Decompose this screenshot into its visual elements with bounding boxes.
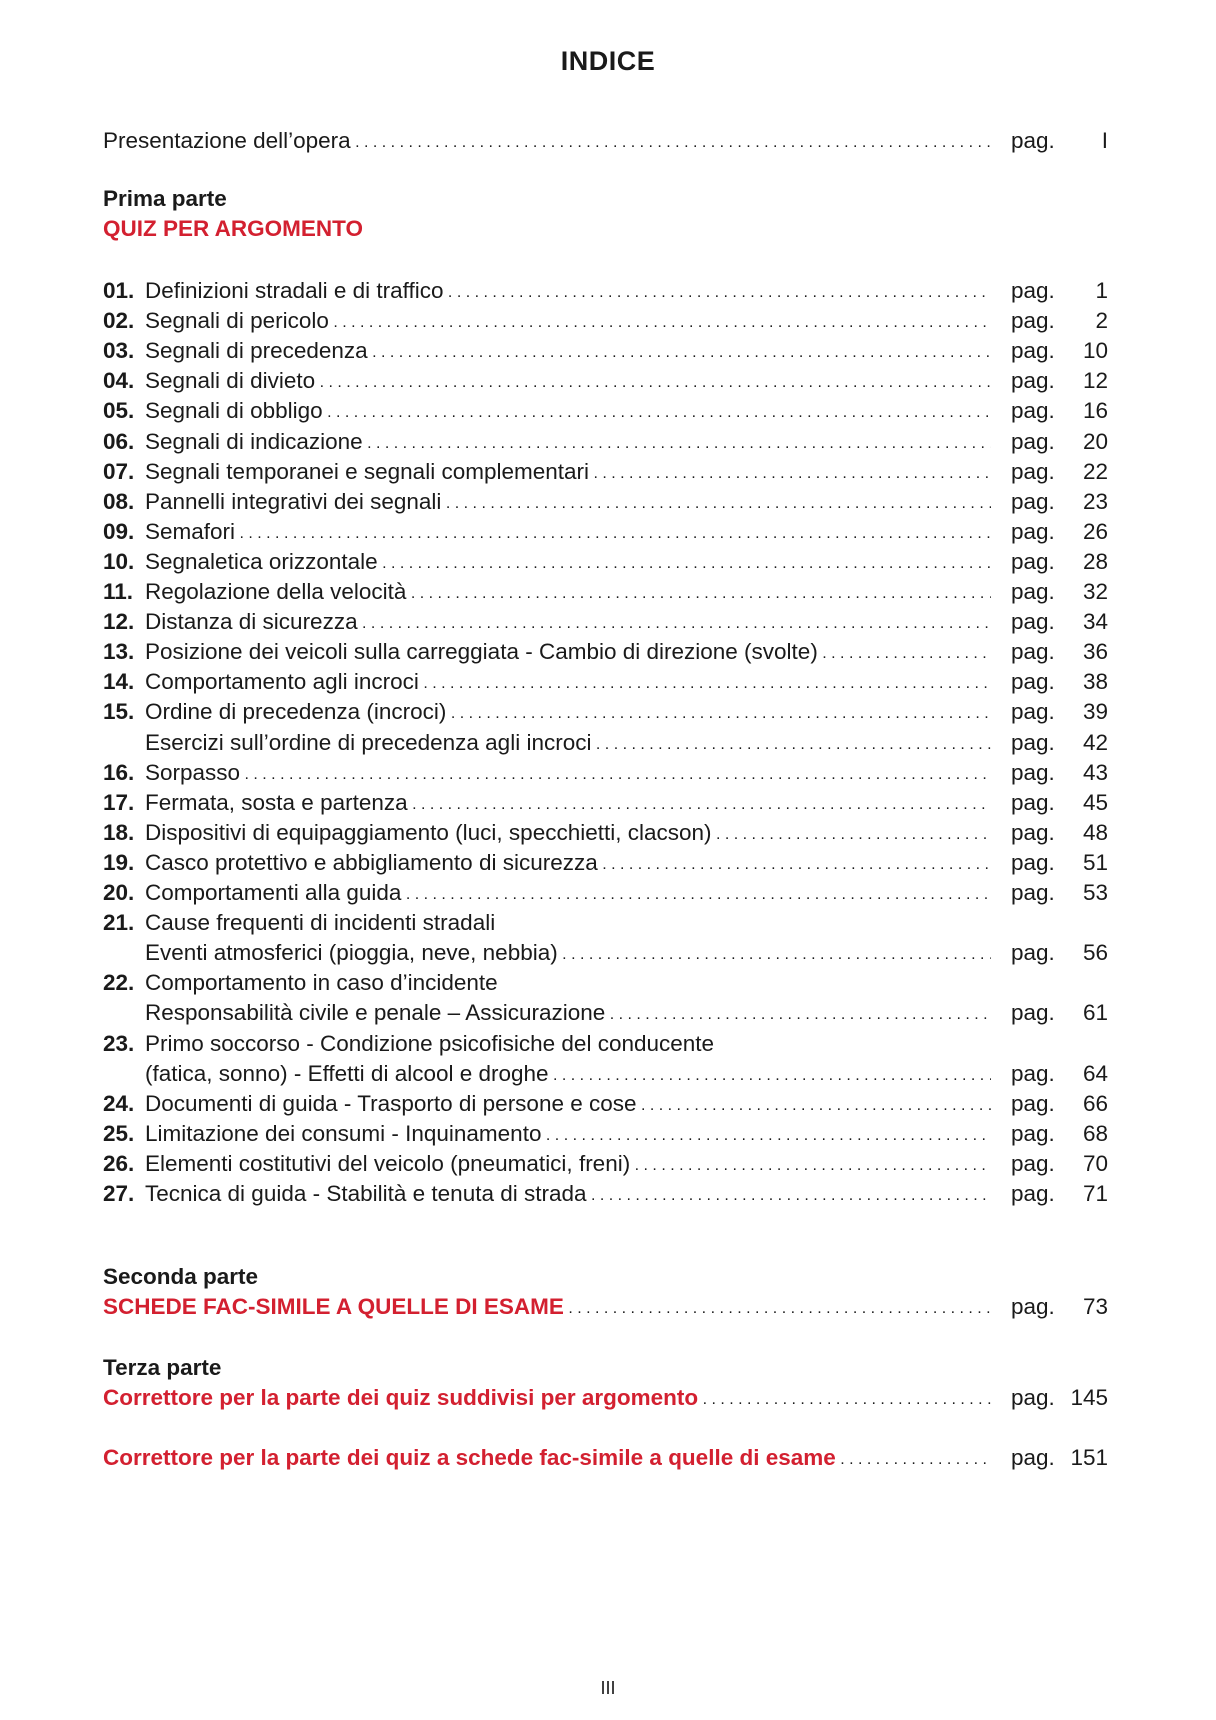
- toc-entry: [103, 1059, 1108, 1089]
- chapter-number: 02.: [103, 308, 135, 334]
- chapter-number: 20.: [103, 880, 135, 905]
- chapter-title: Segnaletica orizzontale: [145, 548, 378, 574]
- chapter-title: Regolazione della velocità: [145, 579, 407, 604]
- toc-entry: [103, 908, 1108, 938]
- chapter-number: 18.: [103, 819, 135, 845]
- toc-entry-part3-1: [103, 1383, 1108, 1413]
- page-number: 43: [1082, 759, 1108, 785]
- pag-label: pag.: [1011, 880, 1055, 905]
- toc-entry: [103, 427, 1108, 457]
- page-number: I: [1101, 128, 1108, 153]
- chapter-title: Comportamento agli incroci: [145, 669, 419, 695]
- chapter-title: Definizioni stradali e di traffico: [145, 278, 444, 303]
- page-number: 51: [1082, 849, 1108, 875]
- page-number: 22: [1082, 458, 1108, 484]
- chapter-title: Casco protettivo e abbigliamento di sicurezza: [145, 849, 598, 875]
- toc-entry: [103, 607, 1108, 637]
- pag-label: pag.: [1011, 398, 1055, 424]
- toc-entry-text: [103, 878, 991, 910]
- chapter-title: Fermata, sosta e partenza: [145, 789, 408, 815]
- toc-entry: [103, 487, 1108, 517]
- chapter-number: 06.: [103, 428, 135, 454]
- chapter-number: 11.: [103, 579, 134, 604]
- toc-entry: [103, 396, 1108, 426]
- toc-entry-text: [103, 547, 991, 579]
- pag-label: pag.: [1011, 1385, 1055, 1410]
- page-number: 61: [1082, 1000, 1108, 1026]
- chapter-title: Posizione dei veicoli sulla carreggiata - Cambio di direzione (svolte): [145, 639, 818, 665]
- page-number: 23: [1082, 488, 1108, 514]
- chapter-number: 01.: [103, 278, 135, 303]
- toc-entry: [103, 998, 1108, 1028]
- page-number: 70: [1082, 1150, 1108, 1176]
- chapter-title: (fatica, sonno) - Effetti di alcool e droghe: [145, 1060, 549, 1086]
- page-number: 45: [1082, 789, 1108, 815]
- chapter-number: 10.: [103, 548, 135, 574]
- page-number: 42: [1082, 729, 1108, 755]
- toc-entry-part3-2: [103, 1443, 1108, 1473]
- chapter-title: Limitazione dei consumi - Inquinamento: [145, 1120, 542, 1146]
- toc-entry: [103, 517, 1108, 547]
- pag-label: pag.: [1011, 1000, 1055, 1026]
- toc-entry-text: [103, 637, 991, 669]
- toc-entry: [103, 667, 1108, 697]
- pag-label: pag.: [1011, 759, 1055, 785]
- toc-entry-text: [103, 758, 991, 790]
- toc-entry-text: Correttore per la parte dei quiz suddivisi per argomento . . .: [103, 1383, 991, 1415]
- chapter-number: 09.: [103, 518, 135, 544]
- chapter-title: Responsabilità civile e penale – Assicurazione: [145, 1000, 606, 1026]
- toc-entry: [103, 366, 1108, 396]
- chapter-title: Tecnica di guida - Stabilità e tenuta di strada: [145, 1181, 587, 1206]
- toc-entry: [103, 457, 1108, 487]
- toc-entry-text: [103, 427, 991, 459]
- pag-label: pag.: [1011, 548, 1055, 574]
- toc-entry-text: [103, 788, 991, 820]
- chapter-title: Comportamenti alla guida: [145, 880, 402, 905]
- toc-entry-text: [103, 908, 991, 940]
- pag-label: pag.: [1011, 1445, 1055, 1470]
- toc-entry-text: [103, 607, 991, 639]
- toc-entry-text: [103, 276, 991, 308]
- toc-entry: [103, 758, 1108, 788]
- chapter-number: 21.: [103, 910, 135, 936]
- pag-label: pag.: [1011, 1294, 1055, 1319]
- pag-label: pag.: [1011, 940, 1055, 966]
- pag-label: pag.: [1011, 1150, 1055, 1176]
- chapter-number: 16.: [103, 759, 135, 785]
- page-number: 53: [1082, 880, 1108, 905]
- page-title: INDICE: [560, 46, 656, 76]
- chapter-title: Segnali di divieto: [145, 368, 316, 394]
- toc-entry-text: [103, 1059, 991, 1091]
- toc-entry-text: [103, 457, 991, 489]
- page-number: 68: [1082, 1120, 1108, 1146]
- page-number: 28: [1082, 548, 1108, 574]
- chapter-number: 24.: [103, 1090, 135, 1116]
- page-number: 66: [1082, 1090, 1108, 1116]
- page-folio: III: [600, 1678, 616, 1698]
- part3-label: Terza parte: [103, 1355, 222, 1380]
- toc-entry-text: [103, 818, 991, 850]
- chapter-title: Segnali di indicazione: [145, 428, 363, 454]
- chapter-title: Eventi atmosferici (pioggia, neve, nebbia): [145, 940, 558, 966]
- chapter-number: 03.: [103, 338, 135, 364]
- chapter-title: Segnali di pericolo: [145, 308, 329, 334]
- chapter-title: Comportamento in caso d’incidente: [145, 970, 498, 996]
- pag-label: pag.: [1011, 849, 1055, 875]
- toc-entry: [103, 848, 1108, 878]
- page-number: 56: [1082, 940, 1108, 966]
- toc-entry-text: [103, 577, 991, 609]
- chapter-number: 05.: [103, 398, 135, 424]
- toc-entry: [103, 968, 1108, 998]
- toc-entry-text: [103, 848, 991, 880]
- pag-label: pag.: [1011, 308, 1055, 334]
- chapter-title: Ordine di precedenza (incroci): [145, 699, 447, 725]
- pag-label: pag.: [1011, 338, 1055, 364]
- toc-entry-text: [103, 998, 991, 1030]
- toc-entry-text: [103, 1149, 991, 1181]
- toc-entry-text: [103, 366, 991, 398]
- chapter-number: 12.: [103, 609, 135, 635]
- chapter-title: Pannelli integrativi dei segnali: [145, 488, 442, 514]
- chapter-number: 13.: [103, 639, 135, 665]
- toc-entry-text: [103, 728, 991, 760]
- page-number: 145: [1070, 1385, 1108, 1410]
- page-number: 1: [1095, 278, 1108, 303]
- toc-entry-text: SCHEDE FAC-SIMILE A QUELLE DI ESAME . . .: [103, 1292, 991, 1324]
- toc-entry-text: [103, 336, 991, 368]
- toc-entry-text: [103, 396, 991, 428]
- toc-entry-text: [103, 697, 991, 729]
- chapter-title: Segnali temporanei e segnali complementari: [145, 458, 590, 484]
- toc-entry-text: [103, 306, 991, 338]
- toc-entry-text: [103, 667, 991, 699]
- toc-entry-text: [103, 487, 991, 519]
- pag-label: pag.: [1011, 729, 1055, 755]
- pag-label: pag.: [1011, 699, 1055, 725]
- chapter-title: Documenti di guida - Trasporto di persone e cose: [145, 1090, 637, 1116]
- part1-label: Prima parte: [103, 186, 227, 211]
- toc-entry-text: Presentazione dell’opera . . .: [103, 126, 991, 158]
- page-number: 36: [1082, 639, 1108, 665]
- toc-entry: [103, 818, 1108, 848]
- toc-entry-part2: [103, 1292, 1108, 1322]
- chapter-number: 19.: [103, 849, 135, 875]
- page-number: 26: [1082, 518, 1108, 544]
- chapter-title: Segnali di precedenza: [145, 338, 368, 364]
- toc-entry-text: [103, 1029, 991, 1061]
- chapter-number: 25.: [103, 1120, 135, 1146]
- pag-label: pag.: [1011, 789, 1055, 815]
- pag-label: pag.: [1011, 579, 1055, 604]
- chapter-title: Dispositivi di equipaggiamento (luci, specchietti, clacson): [145, 819, 712, 845]
- toc-entry-text: [103, 968, 991, 1000]
- toc-entry-intro: [103, 126, 1108, 156]
- toc-entry-text: [103, 1179, 991, 1211]
- page-number: 39: [1082, 699, 1108, 725]
- chapter-number: 04.: [103, 368, 135, 394]
- pag-label: pag.: [1011, 428, 1055, 454]
- page-number: 71: [1082, 1181, 1108, 1206]
- pag-label: pag.: [1011, 488, 1055, 514]
- pag-label: pag.: [1011, 1090, 1055, 1116]
- toc-entry: [103, 1089, 1108, 1119]
- toc-entry: [103, 1119, 1108, 1149]
- pag-label: pag.: [1011, 639, 1055, 665]
- pag-label: pag.: [1011, 518, 1055, 544]
- pag-label: pag.: [1011, 278, 1055, 303]
- pag-label: pag.: [1011, 819, 1055, 845]
- pag-label: pag.: [1011, 1181, 1055, 1206]
- pag-label: pag.: [1011, 368, 1055, 394]
- toc-entry: [103, 1149, 1108, 1179]
- chapter-number: 17.: [103, 789, 135, 815]
- page-number: 38: [1082, 669, 1108, 695]
- page-number: 34: [1082, 609, 1108, 635]
- chapter-title: Primo soccorso - Condizione psicofisiche del conducente: [145, 1030, 715, 1056]
- chapter-title: Elementi costitutivi del veicolo (pneumatici, freni): [145, 1150, 631, 1176]
- chapter-title: Esercizi sull’ordine di precedenza agli incroci: [145, 729, 592, 755]
- pag-label: pag.: [1011, 1060, 1055, 1086]
- toc-entry: [103, 938, 1108, 968]
- chapter-title: Semafori: [145, 518, 236, 544]
- toc-entry: [103, 306, 1108, 336]
- chapter-number: 14.: [103, 669, 135, 695]
- chapter-title: Distanza di sicurezza: [145, 609, 358, 635]
- page-number: 64: [1082, 1060, 1108, 1086]
- page-number: 12: [1082, 368, 1108, 394]
- toc-entry: [103, 788, 1108, 818]
- toc-entry: [103, 1029, 1108, 1059]
- chapter-number: 23.: [103, 1030, 135, 1056]
- page-number: 151: [1070, 1445, 1108, 1470]
- toc-entry-text: Correttore per la parte dei quiz a schede fac-simile a quelle di esame . . .: [103, 1443, 991, 1475]
- pag-label: pag.: [1011, 458, 1055, 484]
- pag-label: pag.: [1011, 1120, 1055, 1146]
- toc-entry-text: [103, 1089, 991, 1121]
- chapter-number: 07.: [103, 458, 135, 484]
- page-number: 10: [1082, 338, 1108, 364]
- page-number: 16: [1082, 398, 1108, 424]
- toc-entry: [103, 336, 1108, 366]
- toc-entry-text: [103, 938, 991, 970]
- chapter-title: Sorpasso: [145, 759, 241, 785]
- toc-entry: [103, 697, 1108, 727]
- part2-label: Seconda parte: [103, 1264, 259, 1289]
- toc-entry: [103, 547, 1108, 577]
- toc-entry: [103, 577, 1108, 607]
- toc-entry-text: [103, 517, 991, 549]
- toc-entry: [103, 276, 1108, 306]
- page-number: 2: [1095, 308, 1108, 334]
- toc-entry: [103, 728, 1108, 758]
- pag-label: pag.: [1011, 128, 1055, 153]
- page-number: 32: [1082, 579, 1108, 604]
- toc-entry: [103, 1179, 1108, 1209]
- chapter-number: 27.: [103, 1181, 135, 1206]
- toc-entry-text: [103, 1119, 991, 1151]
- chapter-number: 22.: [103, 970, 135, 996]
- chapter-title: Segnali di obbligo: [145, 398, 323, 424]
- part1-subtitle: QUIZ PER ARGOMENTO: [103, 216, 364, 241]
- chapter-number: 26.: [103, 1150, 135, 1176]
- toc-entry: [103, 637, 1108, 667]
- chapter-title: Cause frequenti di incidenti stradali: [145, 910, 496, 936]
- toc-entry: [103, 878, 1108, 908]
- page-number: 48: [1082, 819, 1108, 845]
- pag-label: pag.: [1011, 669, 1055, 695]
- chapter-number: 08.: [103, 488, 135, 514]
- chapter-number: 15.: [103, 699, 135, 725]
- pag-label: pag.: [1011, 609, 1055, 635]
- page-number: 20: [1082, 428, 1108, 454]
- page-number: 73: [1082, 1294, 1108, 1319]
